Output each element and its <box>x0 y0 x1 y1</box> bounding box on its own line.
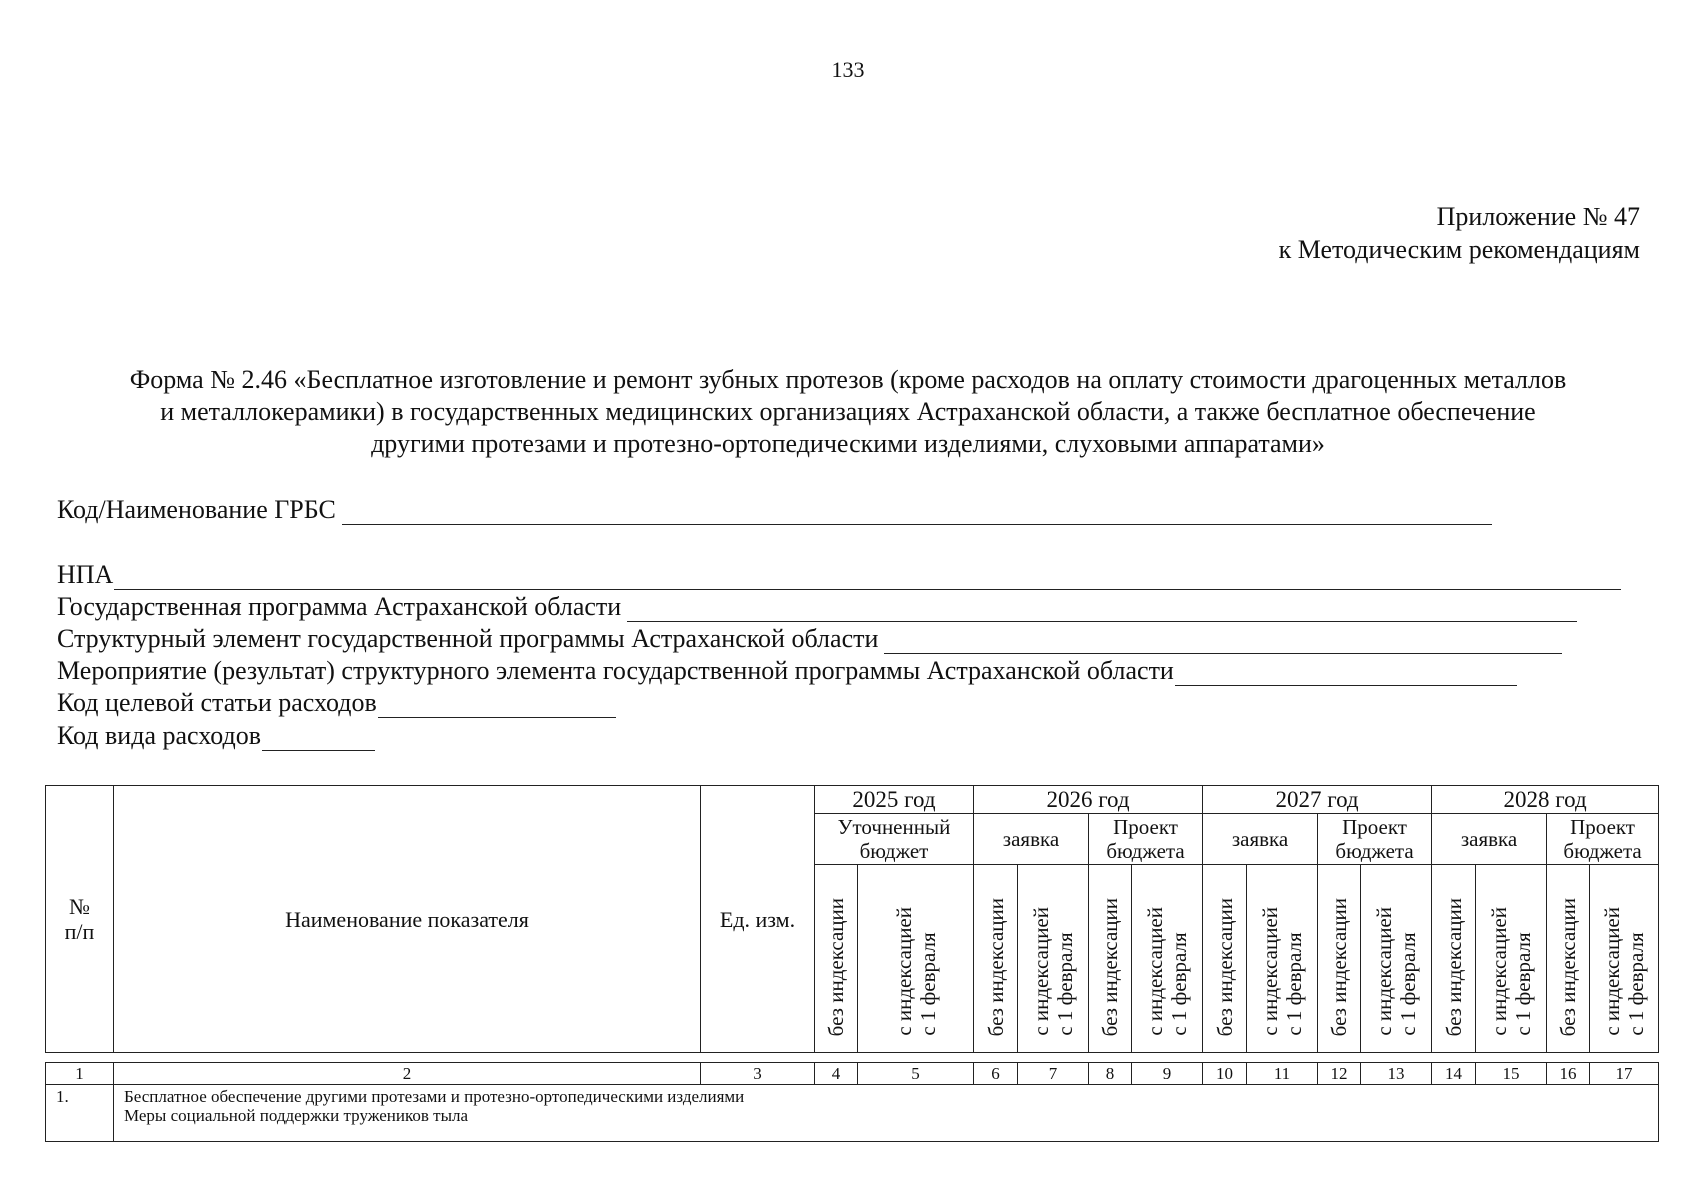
appendix-reference: к Методическим рекомендациям <box>1278 235 1640 264</box>
column-number: 17 <box>1590 1063 1659 1085</box>
header-with-index-label <box>1258 895 1306 1046</box>
header-with-index-line-2: с 1 февраля <box>1624 932 1649 1036</box>
header-col-no <box>46 786 114 1053</box>
row-indicator-line-1: Бесплатное обеспечение другими протезами и протезно-ортопедическими изделиями <box>124 1087 745 1106</box>
header-year-2025: 2025 год <box>815 786 974 814</box>
column-number: 2 <box>114 1063 701 1085</box>
header-no-index <box>1089 865 1132 1053</box>
row-indicator-name <box>114 1085 1659 1142</box>
header-col-name: Наименование показателя <box>114 786 701 1053</box>
field-struct-element-label: Структурный элемент государственной программы Астраханской области <box>57 624 879 653</box>
header-no-index-label: без индексации <box>1212 897 1237 1036</box>
header-with-index <box>1247 865 1318 1053</box>
header-with-index-line-2: с 1 февраля <box>1511 932 1536 1036</box>
field-target-code <box>57 688 616 718</box>
header-with-index-line-1: с индексацией <box>1258 907 1283 1036</box>
header-with-index-line-1: с индексацией <box>891 907 916 1036</box>
header-with-index <box>1361 865 1432 1053</box>
field-grbs <box>57 495 1492 525</box>
header-no-index <box>1432 865 1476 1053</box>
header-with-index-line-2: с 1 февраля <box>915 932 940 1036</box>
field-expense-code-line[interactable] <box>262 727 375 751</box>
header-no-index-label: без индексации <box>983 897 1008 1036</box>
column-number: 4 <box>815 1063 858 1085</box>
field-npa-label: НПА <box>57 560 114 589</box>
row-indicator-line-2: Меры социальной поддержки тружеников тыла <box>124 1106 469 1125</box>
column-number: 16 <box>1547 1063 1590 1085</box>
column-number: 11 <box>1247 1063 1318 1085</box>
header-no-index <box>974 865 1018 1053</box>
header-no-index <box>1547 865 1590 1053</box>
header-year-2027: 2027 год <box>1203 786 1432 814</box>
table-header <box>45 785 1659 1053</box>
column-number: 12 <box>1318 1063 1361 1085</box>
column-number: 10 <box>1203 1063 1247 1085</box>
header-year-2026: 2026 год <box>974 786 1203 814</box>
header-no-index-label: без индексации <box>1441 897 1466 1036</box>
header-no-index-label: без индексации <box>824 897 848 1036</box>
column-number: 3 <box>701 1063 815 1085</box>
header-draft-budget-2028 <box>1547 814 1659 865</box>
field-gos-program-label: Государственная программа Астраханской области <box>57 592 622 621</box>
header-with-index <box>858 865 974 1053</box>
column-number: 13 <box>1361 1063 1432 1085</box>
form-title <box>56 364 1640 460</box>
header-with-index <box>1590 865 1659 1053</box>
header-with-index-line-1: с индексацией <box>1372 907 1397 1036</box>
row-number: 1. <box>46 1085 114 1142</box>
table-body <box>45 1062 1659 1142</box>
column-number: 5 <box>858 1063 974 1085</box>
field-grbs-label: Код/Наименование ГРБС <box>57 495 336 524</box>
field-npa <box>57 560 1621 590</box>
header-with-index-label <box>1487 895 1535 1046</box>
header-with-index-line-1: с индексацией <box>1143 907 1168 1036</box>
column-number: 15 <box>1476 1063 1547 1085</box>
header-refined-budget-line-1: Уточненный <box>837 815 951 839</box>
form-title-line-1: Форма № 2.46 «Бесплатное изготовление и ремонт зубных протезов (кроме расходов на оплату стоимости драгоценных металлов <box>129 365 1567 394</box>
header-with-index-line-1: с индексацией <box>1600 907 1625 1036</box>
field-expense-code-label: Код вида расходов <box>57 721 261 750</box>
field-struct-element <box>57 624 1562 654</box>
header-draft-budget-2027 <box>1318 814 1432 865</box>
header-request-2027: заявка <box>1203 814 1318 865</box>
header-no-index <box>1203 865 1247 1053</box>
header-draft-budget-2026-line-1: Проект <box>1113 815 1178 839</box>
column-number: 1 <box>46 1063 114 1085</box>
header-year-2028: 2028 год <box>1432 786 1659 814</box>
form-title-line-3: другими протезами и протезно-ортопедическими изделиями, слуховыми аппаратами» <box>371 429 1325 458</box>
page-number: 133 <box>831 57 865 82</box>
header-with-index-label <box>1600 895 1648 1046</box>
header-no-index-label: без индексации <box>1098 897 1122 1036</box>
column-number: 9 <box>1132 1063 1203 1085</box>
field-target-code-label: Код целевой статьи расходов <box>57 688 377 717</box>
field-gos-program <box>57 592 1577 622</box>
header-with-index-label <box>1143 895 1191 1046</box>
column-number: 6 <box>974 1063 1018 1085</box>
header-with-index-line-2: с 1 февраля <box>1396 932 1421 1036</box>
appendix-header <box>1279 200 1640 266</box>
field-gos-program-line[interactable] <box>627 598 1577 622</box>
column-number-row <box>46 1063 1659 1085</box>
header-refined-budget-line-2: бюджет <box>859 839 929 863</box>
header-request-2028: заявка <box>1432 814 1547 865</box>
field-measure-line[interactable] <box>1175 662 1517 686</box>
field-measure-label: Мероприятие (результат) структурного элемента государственной программы Астраханской области <box>57 656 1174 685</box>
header-no-index-label: без индексации <box>1556 897 1581 1036</box>
header-with-index-line-2: с 1 февраля <box>1053 932 1077 1036</box>
field-expense-code <box>57 721 375 751</box>
header-col-no-line-1: № <box>69 894 90 919</box>
header-col-unit: Ед. изм. <box>701 786 815 1053</box>
header-with-index-line-1: с индексацией <box>1029 907 1053 1036</box>
header-draft-budget-2026 <box>1089 814 1203 865</box>
header-draft-budget-2028-line-2: бюджета <box>1563 839 1642 863</box>
header-draft-budget-2027-line-1: Проект <box>1342 815 1407 839</box>
header-with-index <box>1476 865 1547 1053</box>
header-with-index-label <box>1029 895 1077 1046</box>
appendix-number: Приложение № 47 <box>1436 202 1640 231</box>
header-with-index <box>1018 865 1089 1053</box>
field-struct-element-line[interactable] <box>884 630 1562 654</box>
header-draft-budget-2028-line-1: Проект <box>1570 815 1635 839</box>
header-with-index-line-1: с индексацией <box>1487 907 1512 1036</box>
field-grbs-line[interactable] <box>342 501 1492 525</box>
column-number: 14 <box>1432 1063 1476 1085</box>
field-measure <box>57 656 1517 686</box>
header-with-index-label <box>892 895 940 1046</box>
column-number: 8 <box>1089 1063 1132 1085</box>
header-no-index <box>1318 865 1361 1053</box>
table-row <box>46 1085 1659 1142</box>
header-refined-budget <box>815 814 974 865</box>
header-draft-budget-2027-line-2: бюджета <box>1335 839 1414 863</box>
header-with-index-line-2: с 1 февраля <box>1282 932 1307 1036</box>
header-no-index-label: без индексации <box>1327 897 1352 1036</box>
header-draft-budget-2026-line-2: бюджета <box>1106 839 1185 863</box>
header-with-index-label <box>1372 895 1420 1046</box>
column-number: 7 <box>1018 1063 1089 1085</box>
header-col-no-line-2: п/п <box>64 919 95 944</box>
field-target-code-line[interactable] <box>378 694 616 718</box>
form-title-line-2: и металлокерамики) в государственных медицинских организациях Астраханской области, а также бесплатное обеспечение <box>160 397 1536 426</box>
header-request-2026: заявка <box>974 814 1089 865</box>
field-npa-line[interactable] <box>114 566 1621 590</box>
header-no-index <box>815 865 858 1053</box>
header-with-index <box>1132 865 1203 1053</box>
header-with-index-line-2: с 1 февраля <box>1167 932 1192 1036</box>
